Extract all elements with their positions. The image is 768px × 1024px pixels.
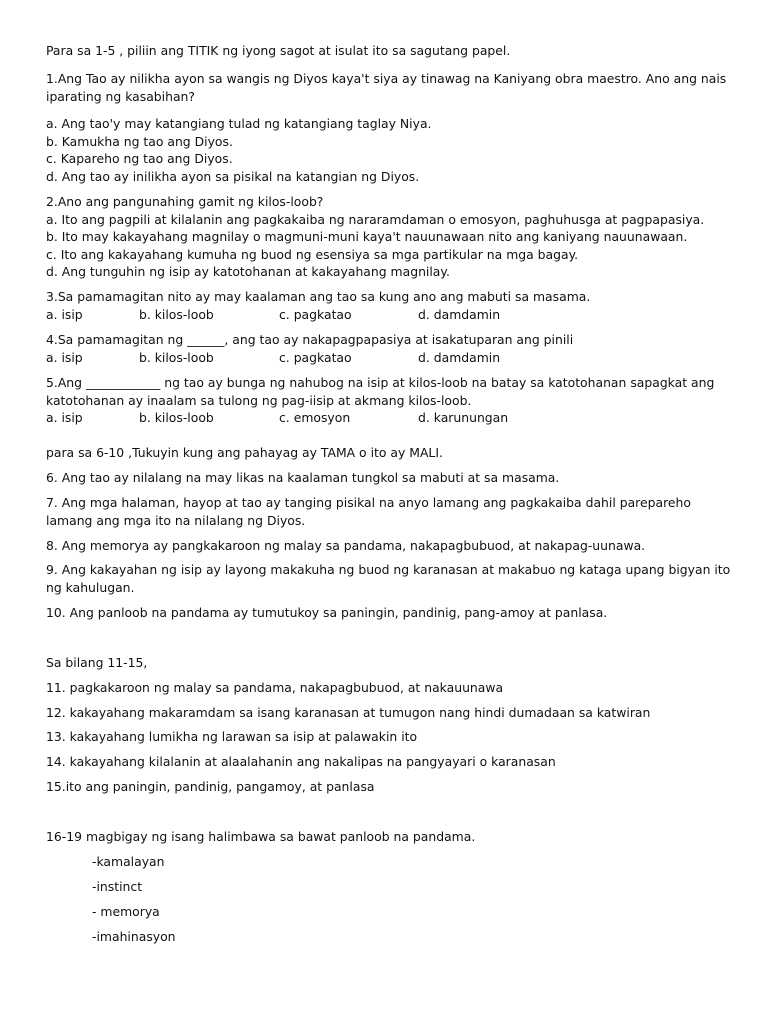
statement-text: 8. Ang memorya ay pangkakaroon ng malay sa pandama, nakapagbubuod, at nakapag-uunawa.	[46, 538, 646, 553]
choice-a: a. Ang tao'y may katangiang tulad ng katangiang taglay Niya.	[46, 116, 432, 131]
statement-text: 7. Ang mga halaman, hayop at tao ay tanging pisikal na anyo lamang ang pagkakaiba dahil parepareho lamang ang mga ito na nilalang ng Diyos.	[46, 495, 691, 528]
instruction-text: para sa 6-10 ,Tukuyin kung ang pahayag ay TAMA o ito ay MALI.	[46, 445, 443, 460]
part1-instruction	[46, 42, 736, 60]
example-memorya: - memorya	[92, 904, 160, 919]
item-14	[46, 753, 736, 771]
item-text: 13. kakayahang lumikha ng larawan sa isip at palawakin ito	[46, 729, 418, 744]
question-2	[46, 193, 736, 281]
item-text: 15.ito ang paningin, pandinig, pangamoy, at panlasa	[46, 779, 375, 794]
choice-d: d. Ang tao ay inilikha ayon sa pisikal na katangian ng Diyos.	[46, 168, 420, 184]
question-1	[46, 70, 736, 105]
choice-c: c. emosyon	[279, 410, 351, 425]
choice-c: c. Kapareho ng tao ang Diyos.	[46, 151, 233, 166]
statement-text: 9. Ang kakayahan ng isip ay layong makakuha ng buod ng karanasan at makabuo ng kataga upang bigyan ito ng kahulugan.	[46, 562, 731, 595]
item-15	[46, 778, 736, 796]
question-1-choices	[46, 115, 736, 185]
choice-a: a. isip	[46, 349, 83, 365]
statement-text: 6. Ang tao ay nilalang na may likas na kaalaman tungkol sa mabuti at sa masama.	[46, 470, 560, 485]
statement-6	[46, 469, 736, 487]
example-instinct: -instinct	[92, 879, 143, 894]
statement-7	[46, 494, 736, 529]
question-stem: 1.Ang Tao ay nilikha ayon sa wangis ng Diyos kaya't siya ay tinawag na Kaniyang obra maestro. Ano ang nais iparating ng kasabihan?	[46, 71, 727, 104]
statement-text: 10. Ang panloob na pandama ay tumutukoy sa paningin, pandinig, pang-amoy at panlasa.	[46, 605, 608, 620]
choice-c: c. pagkatao	[279, 306, 352, 322]
choice-b: b. Kamukha ng tao ang Diyos.	[46, 133, 233, 149]
choice-b: b. kilos-loob	[139, 349, 214, 365]
item-text: 14. kakayahang kilalanin at alaalahanin ang nakalipas na pangyayari o karanasan	[46, 754, 556, 769]
question-stem: 5.Ang ____________ ng tao ay bunga ng nahubog na isip at kilos-loob na batay sa katotohanan sapagkat ang katotohanan ay inaalam sa tulong ng pag-iisip at akmang kilos-loob.	[46, 375, 715, 408]
instruction-text: 16-19 magbigay ng isang halimbawa sa bawat panloob na pandama.	[46, 829, 476, 844]
choice-b: b. kilos-loob	[139, 306, 214, 322]
question-4	[46, 331, 736, 366]
choice-d: d. damdamin	[418, 306, 501, 322]
instruction-text: Sa bilang 11-15,	[46, 655, 148, 670]
item-13	[46, 728, 736, 746]
example-imahinasyon: -imahinasyon	[92, 929, 176, 944]
choice-b: b. kilos-loob	[139, 410, 214, 425]
choice-c: c. pagkatao	[279, 349, 352, 365]
choice-a: a. isip	[46, 306, 83, 322]
choice-a: a. Ito ang pagpili at kilalanin ang pagkakaiba ng nararamdaman o emosyon, paghuhusga at pagpapasiya.	[46, 211, 705, 227]
question-3	[46, 288, 736, 323]
statement-9	[46, 561, 736, 596]
choice-d: d. damdamin	[418, 349, 501, 365]
question-stem: 4.Sa pamamagitan ng ______, ang tao ay nakapagpapasiya at isakatuparan ang pinili	[46, 332, 574, 347]
choice-c: c. Ito ang kakayahang kumuha ng buod ng esensiya sa mga partikular na mga bagay.	[46, 246, 579, 262]
choice-row	[46, 306, 736, 324]
item-text: 11. pagkakaroon ng malay sa pandama, nakapagbubuod, at nakauunawa	[46, 680, 504, 695]
item-text: 12. kakayahang makaramdam sa isang karanasan at tumugon nang hindi dumadaan sa katwiran	[46, 705, 651, 720]
question-5	[46, 374, 736, 427]
part2-instruction	[46, 444, 736, 462]
part4-instruction	[46, 828, 736, 846]
question-stem: 2.Ano ang pangunahing gamit ng kilos-loob?	[46, 194, 324, 209]
instruction-text: Para sa 1-5 , piliin ang TITIK ng iyong sagot at isulat ito sa sagutang papel.	[46, 43, 511, 58]
choice-row	[46, 409, 736, 427]
choice-d: d. Ang tunguhin ng isip ay katotohanan at kakayahang magnilay.	[46, 264, 450, 279]
item-12	[46, 704, 736, 722]
statement-8	[46, 537, 736, 555]
statement-10	[46, 604, 736, 622]
choice-a: a. isip	[46, 410, 83, 425]
example-kamalayan: -kamalayan	[92, 854, 165, 869]
question-stem: 3.Sa pamamagitan nito ay may kaalaman ang tao sa kung ano ang mabuti sa masama.	[46, 289, 591, 304]
choice-row	[46, 349, 736, 367]
part3-instruction	[46, 654, 736, 672]
choice-b: b. Ito may kakayahang magnilay o magmuni-muni kaya't nauunawaan nito ang kaniyang nauunawaan.	[46, 229, 688, 244]
item-11	[46, 679, 736, 697]
choice-d: d. karunungan	[418, 410, 509, 425]
